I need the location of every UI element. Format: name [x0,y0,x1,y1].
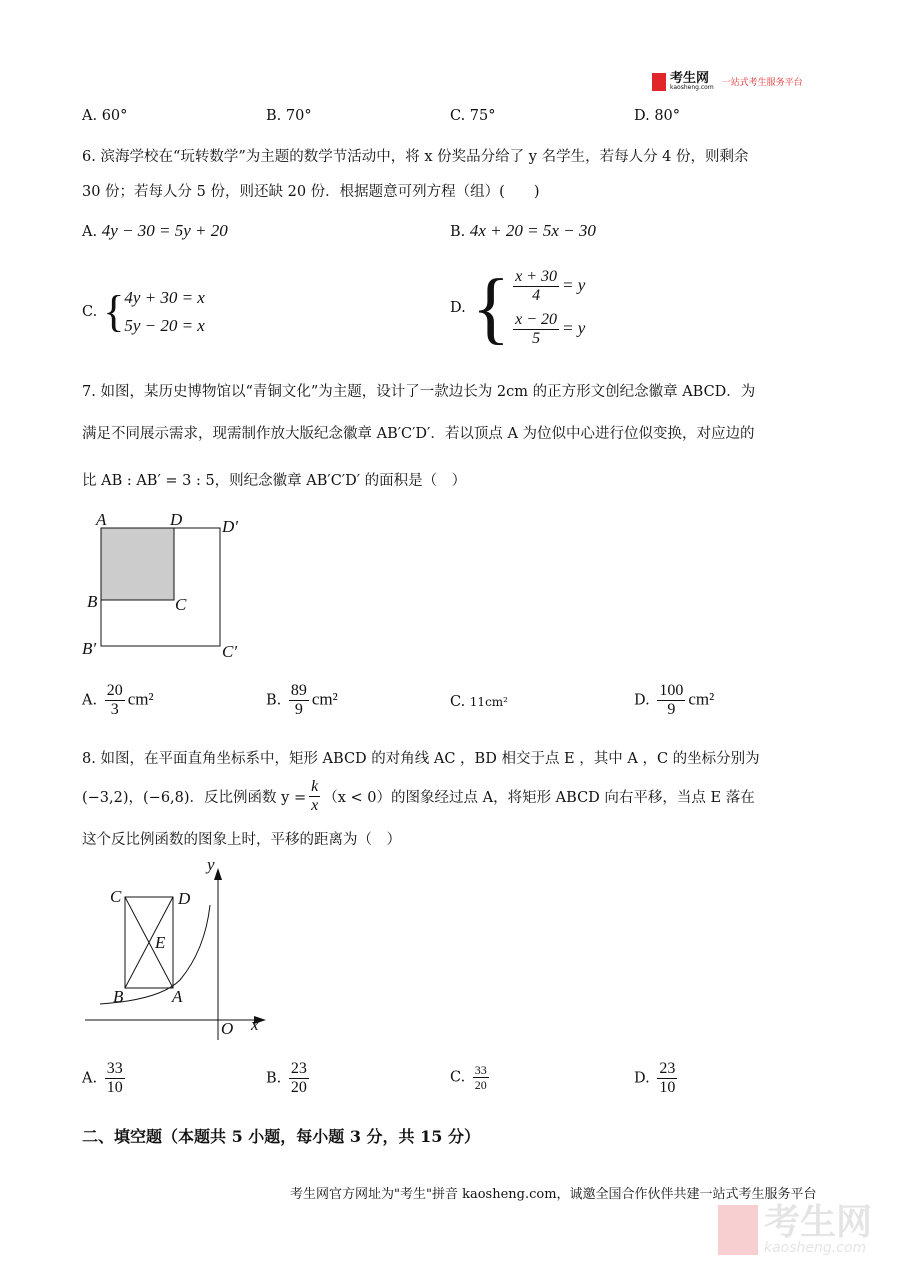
q7-text-line1: 7. 如图，某历史博物馆以“青铜文化”为主题，设计了一款边长为 2cm 的正方形文创纪念徽章 ABCD．为 [82,384,756,400]
q7-text-line2: 满足不同展示需求，现需制作放大版纪念徽章 AB′C′D′．若以顶点 A 为位似中心进行位似变换，对应边的 [82,426,755,442]
label-origin: O [221,1019,234,1038]
q8-option-a [82,1060,128,1097]
q8-option-b [266,1060,312,1097]
watermark [718,1202,873,1256]
q8-line2-part2: （x < 0）的图象经过点 A，将矩形 ABCD 向右平移，当点 E 落在 [323,790,755,806]
q8-text-line3: 这个反比例函数的图象上时，平移的距离为（ ） [82,832,401,848]
denominator: 10 [659,1079,676,1096]
label-c: C [110,887,122,906]
label-d-prime: D′ [222,517,238,536]
denominator: 9 [294,701,303,718]
option-label: C. [82,304,98,320]
watermark-sub: kaosheng.com [764,1240,867,1256]
numerator: 33 [474,1063,487,1077]
option-expr: 4y − 30 = 5y + 20 [101,221,228,240]
brace: { [103,287,125,336]
option-label: B. [450,224,466,240]
denominator: 20 [474,1078,487,1092]
option-expr: 4x + 20 = 5x − 30 [469,221,596,240]
q8-line2-part1: (−3,2)，(−6,8)．反比例函数 y = [82,790,307,806]
unit: cm² [311,689,338,709]
denominator: x [311,797,319,814]
option-label: C. [450,1069,466,1086]
watermark-logo-icon [718,1205,758,1255]
section-heading: 二、填空题（本题共 5 小题，每小题 3 分，共 15 分） [82,1127,480,1146]
q7-option-b [266,682,338,719]
option-label: D. [450,300,466,316]
denominator: 9 [667,701,676,718]
q5-option-b: B. 70° [266,108,312,124]
label-x: x [251,1015,259,1034]
label-b-prime: B′ [82,639,97,658]
label-d: D [178,889,191,908]
unit: cm² [127,689,154,709]
numerator: 23 [290,1060,307,1077]
q7-option-c [450,694,508,710]
y-axis-arrow [214,868,222,880]
watermark-text: 考生网 [764,1202,873,1243]
option-value: 11cm² [469,695,508,709]
q5-option-d: D. 80° [634,108,681,124]
q8-option-c [450,1063,492,1092]
logo-text: 考生网 [670,71,710,86]
label-y: y [207,855,215,874]
option-label: C. [450,694,466,710]
q7-option-a [82,682,154,719]
rhs: = y [562,275,586,295]
small-square [101,528,174,600]
q7-text-line3: 比 AB : AB′ = 3 : 5，则纪念徽章 AB′C′D′ 的面积是（ ） [82,473,467,489]
q8-text-line1: 8. 如图，在平面直角坐标系中，矩形 ABCD 的对角线 AC ，BD 相交于点 E ，其中 A ，C 的坐标分别为 [82,751,760,767]
denominator: 3 [110,701,119,718]
slogan: 一站式考生服务平台 [721,78,803,88]
numerator: x + 30 [515,268,558,285]
numerator: 23 [659,1060,676,1077]
denominator: 4 [532,287,541,304]
label-b: B [87,592,98,611]
equation-2: 5y − 20 = x [124,316,205,335]
label-c: C [175,595,187,614]
option-label: B. [266,1070,282,1087]
numerator: 100 [659,682,684,699]
numerator: k [311,778,319,795]
footer-text: 考生网官方网址为"考生"拼音 kaosheng.com，诚邀全国合作伙伴共建一站式考生服务平台 [290,1187,817,1202]
denominator: 10 [106,1079,123,1096]
denominator: 20 [290,1079,307,1096]
option-label: A. [82,1070,98,1087]
denominator: 5 [532,330,541,347]
q5-option-c: C. 75° [450,108,496,124]
label-a: A [172,987,183,1006]
numerator: 89 [290,682,307,699]
q6-text-line1: 6. 滨海学校在“玩转数学”为主题的数学节活动中，将 x 份奖品分给了 y 名学生，若每人分 4 份，则剩余 [82,149,749,165]
option-label: D. [634,692,650,709]
brace: { [471,264,511,352]
option-label: A. [82,692,98,709]
label-b: B [113,987,124,1006]
option-label: A. [82,224,98,240]
logo-sub: kaosheng.com [670,84,714,91]
q6-text-line2: 30 份；若每人分 5 份，则还缺 20 份．根据题意可列方程（组）( ) [82,184,540,200]
numerator: 33 [106,1060,123,1077]
equation-1: 4y + 30 = x [124,288,205,307]
q8-option-d [634,1060,680,1097]
label-d: D [170,510,183,529]
option-label: B. [266,692,282,709]
numerator: 20 [106,682,123,699]
rhs: = y [562,318,586,338]
q8-text-line2 [82,778,755,815]
label-a: A [96,510,107,529]
numerator: x − 20 [515,311,558,328]
option-label: D. [634,1070,650,1087]
unit: cm² [688,689,715,709]
q5-option-a: A. 60° [82,108,128,124]
label-c-prime: C′ [222,642,238,661]
q7-option-d [634,682,714,719]
label-e: E [155,933,166,952]
